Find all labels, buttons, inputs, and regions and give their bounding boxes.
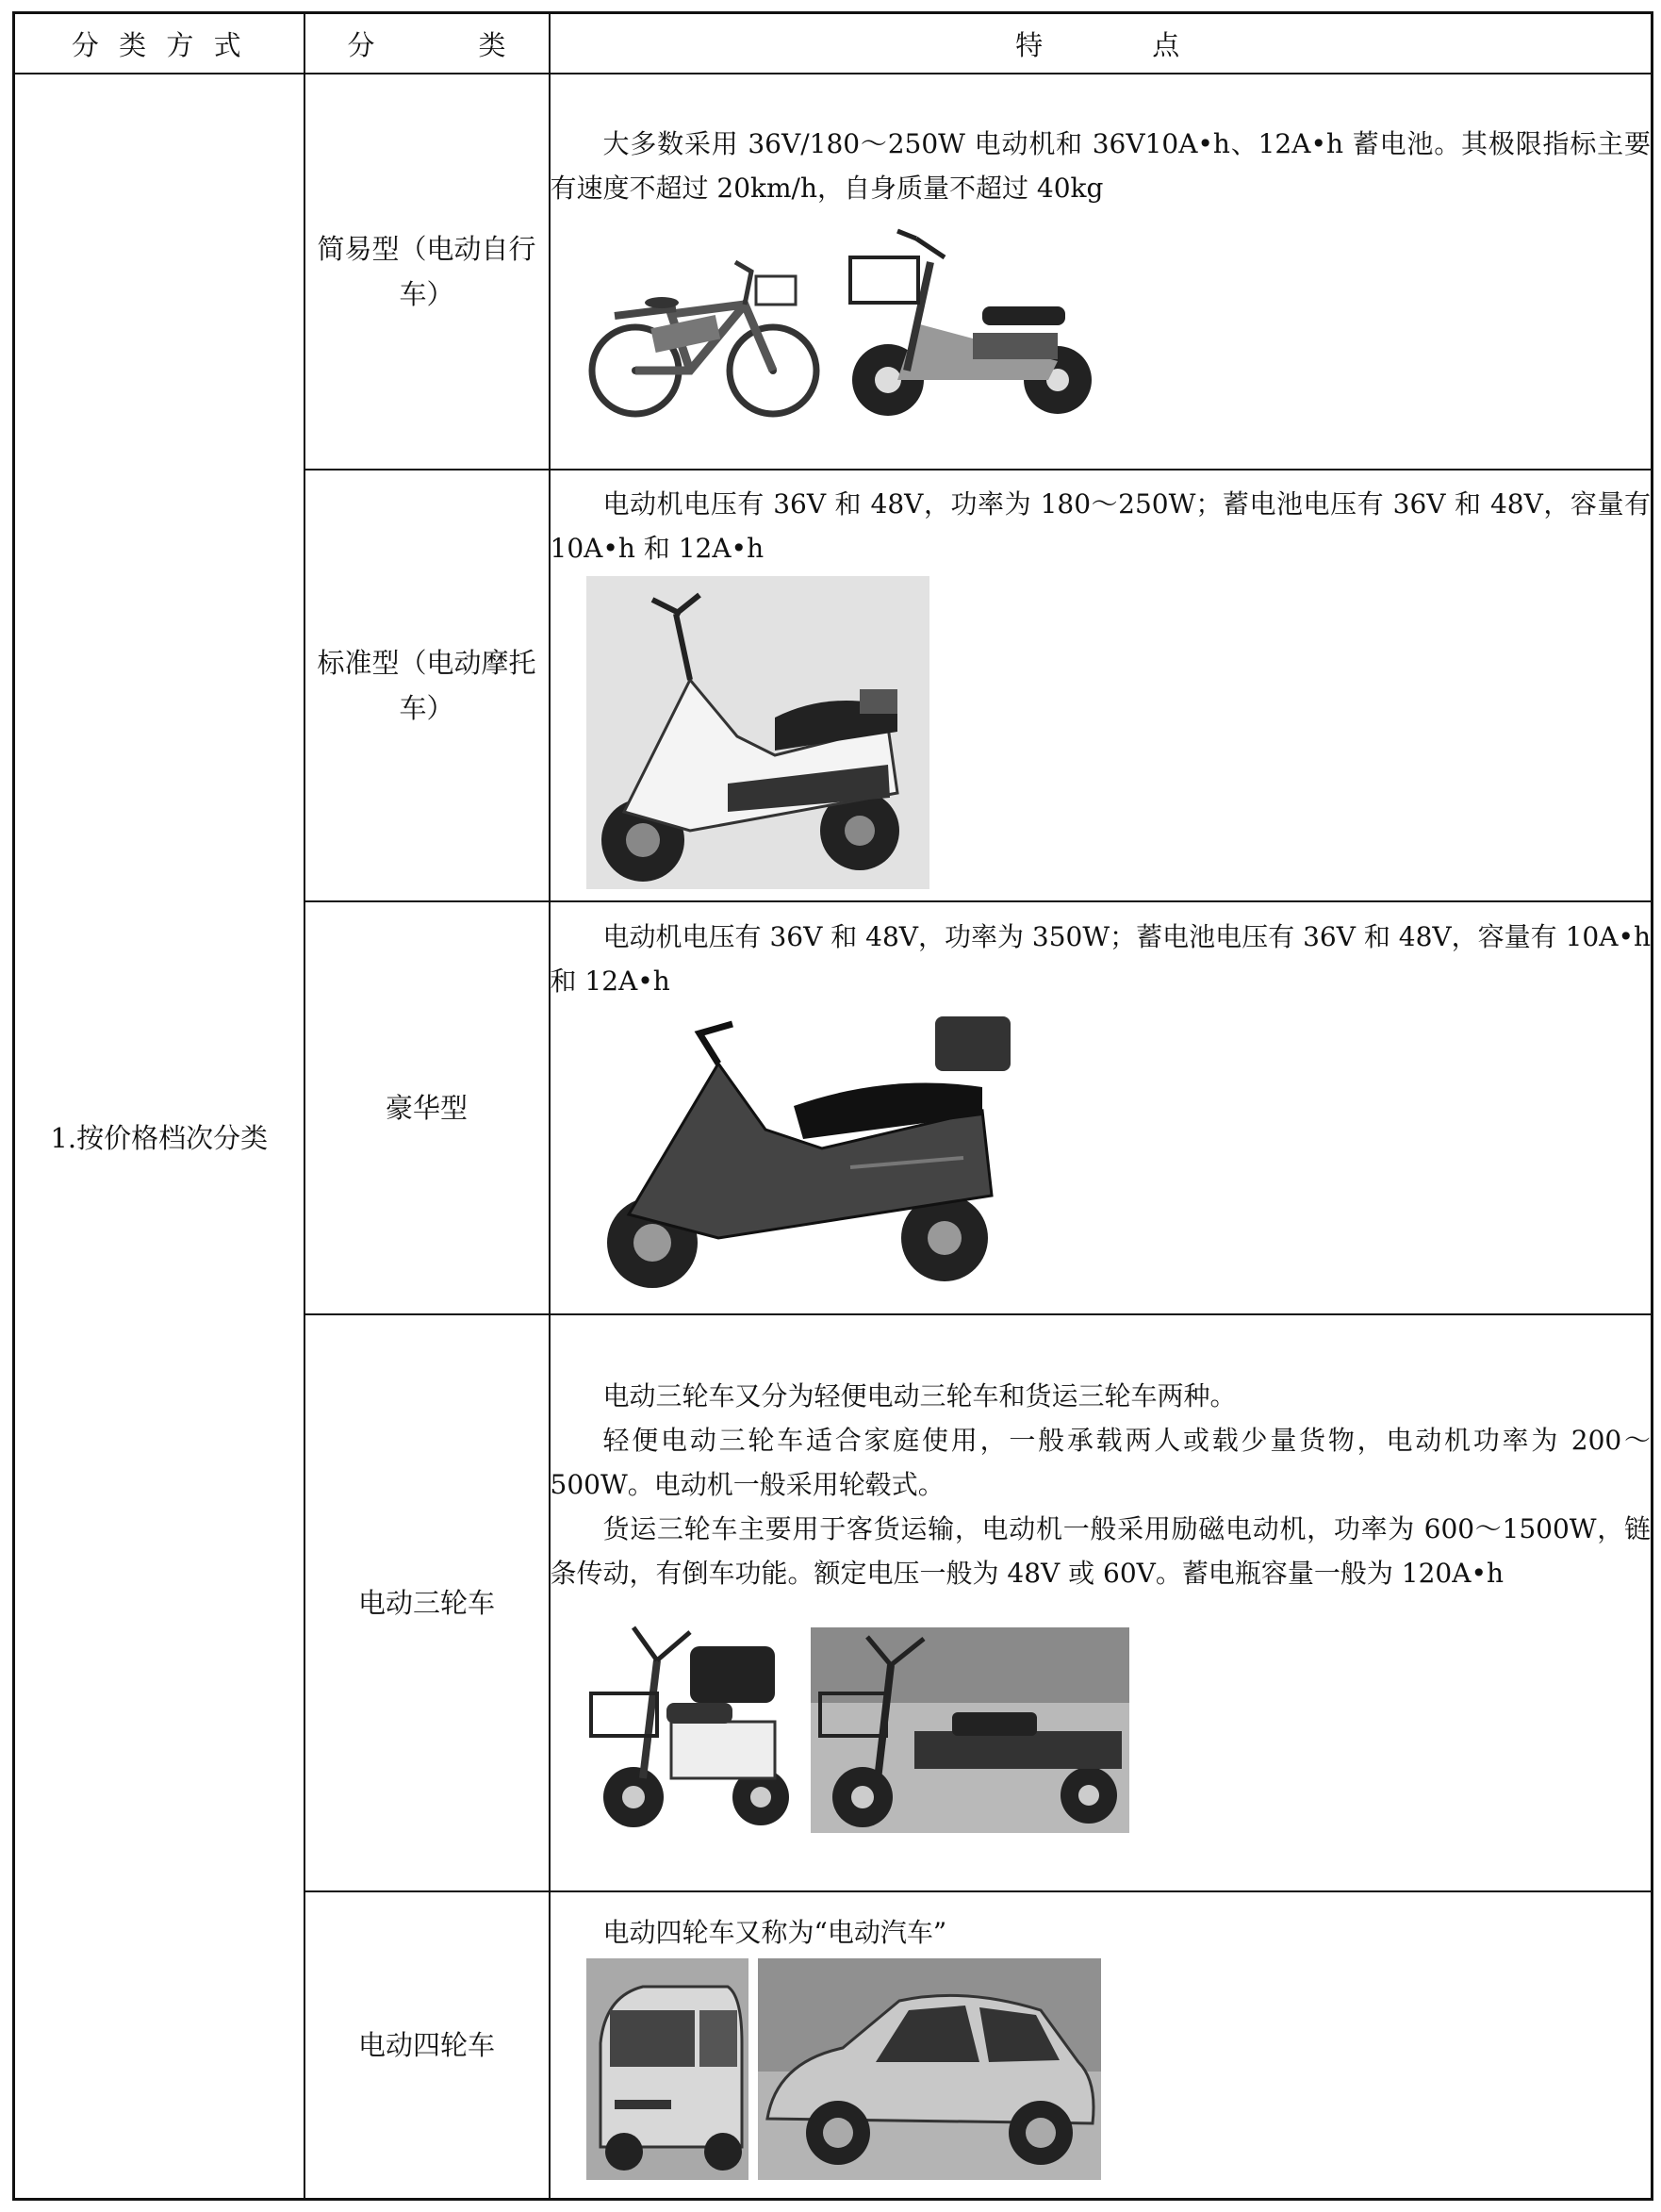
image-group [551,1609,1652,1833]
type-cell: 豪华型 [304,901,550,1314]
feature-cell [550,901,1653,1314]
feature-cell [550,1891,1653,2200]
classification-table [12,11,1653,2201]
image-group [551,1007,1652,1301]
type-cell: 电动三轮车 [304,1314,550,1891]
feature-cell [550,74,1653,470]
header-feature: 特 点 [550,13,1653,74]
feature-cell [550,470,1653,901]
feature-text: 电动机电压有 36V 和 48V，功率为 180～250W；蓄电池电压有 36V 和 48V，容量有 10A•h 和 12A•h [550,488,1651,564]
cargo-tricycle-image [811,1627,1129,1833]
image-group [551,576,1652,889]
feature-text: 货运三轮车主要用于客货运输，电动机一般采用励磁电动机，功率为 600～1500W，链条传动，有倒车功能。额定电压一般为 48V 或 60V。蓄电瓶容量一般为 120A•h [550,1512,1651,1589]
luxury-electric-motorcycle-image [586,1007,1011,1301]
feature-text: 大多数采用 36V/180～250W 电动机和 36V10A•h、12A•h 蓄电池。其极限指标主要有速度不超过 20km/h，自身质量不超过 40kg [550,127,1651,204]
image-group [551,220,1652,422]
electric-car-image [758,1958,1101,2180]
header-method: 分 类 方 式 [14,13,304,74]
method-cell: 1.按价格档次分类 [14,74,304,2200]
type-cell: 电动四轮车 [304,1891,550,2200]
feature-text: 轻便电动三轮车适合家庭使用，一般承载两人或载少量货物，电动机功率为 200～500W。电动机一般采用轮毂式。 [550,1424,1651,1500]
feature-text: 电动三轮车又分为轻便电动三轮车和货运三轮车两种。 [602,1379,1237,1411]
header-type: 分 类 [304,13,550,74]
electric-scooter-basket-image [841,220,1105,422]
mini-electric-car-image [586,1958,748,2180]
feature-text: 电动机电压有 36V 和 48V，功率为 350W；蓄电池电压有 36V 和 48V，容量有 10A•h 和 12A•h [550,921,1651,997]
type-cell: 标准型（电动摩托车） [304,470,550,901]
header-row [14,13,1653,74]
feature-cell [550,1314,1653,1891]
passenger-tricycle-image [586,1609,792,1833]
type-cell: 简易型（电动自行车） [304,74,550,470]
electric-motorcycle-image [586,576,929,889]
electric-bicycle-image [586,248,822,422]
table-row [14,74,1653,470]
image-group [551,1958,1652,2180]
feature-text: 电动四轮车又称为“电动汽车” [602,1917,947,1948]
